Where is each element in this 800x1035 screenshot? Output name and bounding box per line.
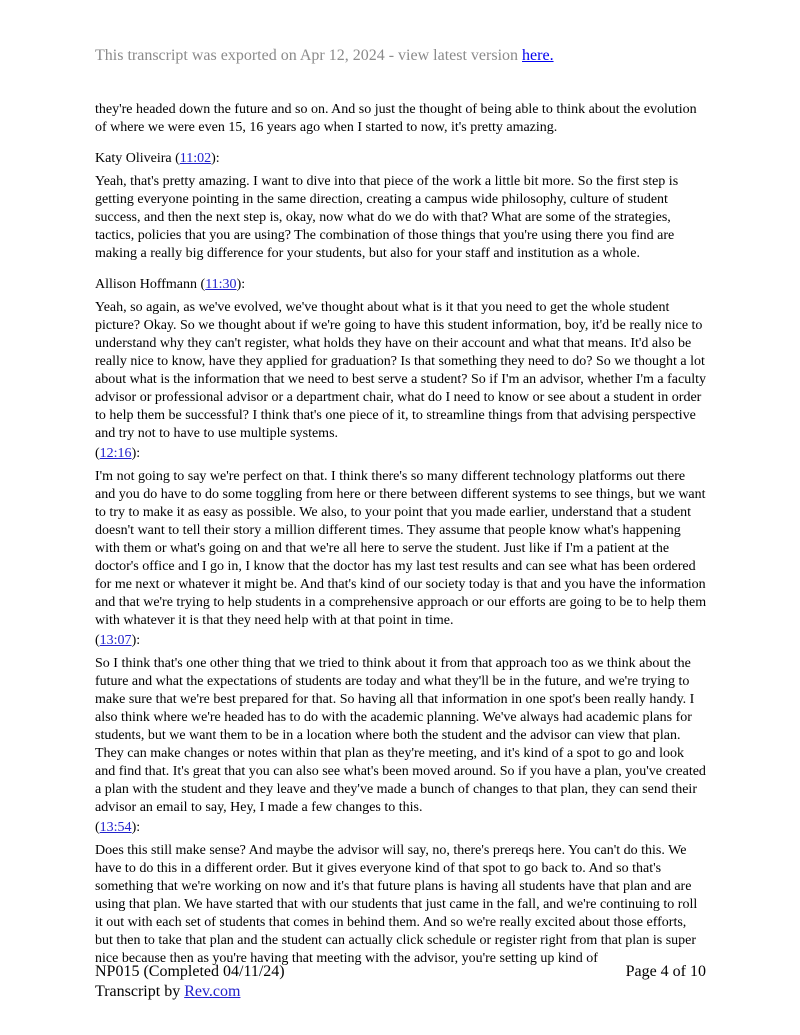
timestamp-open: ( <box>95 633 100 648</box>
timestamp-line <box>95 632 707 650</box>
export-notice <box>95 47 554 65</box>
timestamp-link[interactable]: 11:30 <box>205 277 237 292</box>
latest-version-link[interactable]: here. <box>522 47 554 64</box>
export-notice-text: This transcript was exported on Apr 12, 2024 - view latest version <box>95 47 523 64</box>
page-number: Page 4 of 10 <box>625 963 706 980</box>
speaker-close: ): <box>236 277 246 292</box>
timestamp-link[interactable]: 13:54 <box>99 820 132 835</box>
transcript-by-label: Transcript by <box>95 983 185 1000</box>
timestamp-link[interactable]: 13:07 <box>99 633 132 648</box>
document-id: NP015 (Completed 04/11/24) <box>95 963 285 980</box>
timestamp-line <box>95 445 707 463</box>
transcript-paragraph: they're headed down the future and so on. And so just the thought of being able to think about the evolution of where we were even 15, 16 years ago when I started to now, it's pretty amazing. <box>95 102 697 135</box>
transcript-paragraph: Does this still make sense? And maybe the advisor will say, no, there's prereqs here. You can't do this. We have to do this in a different order. But it gives everyone kind of that spot to go back to. And so that's something that we're working on now and it's that future plans is having all students have that plan and are using that plan. We have started that with our students that just came in the fall, and we're continuing to roll it out with each set of students that comes in behind them. And so we're really excited about those efforts, but then to take that plan and the student can actually click schedule or register right from that plan is super nice because then as you're having that meeting with the advisor, you're setting up kind of <box>95 843 698 966</box>
timestamp-line <box>95 819 707 837</box>
transcript-paragraph: So I think that's one other thing that we tried to think about it from that approach too as we think about the future and what the expectations of students are today and what they'll be in the future, and we're trying to make sure that we're best prepared for that. So having all that information in one spot's been really handy. I also think where we're headed has to do with the academic planning. We've always had academic plans for students, but we want them to be in a location where both the student and the advisor can view that plan. They can make changes or notes within that plan as they're meeting, and it's kind of a spot to go and look and find that. It's great that you can also see what's been moved around. So if you have a plan, you've created a plan with the student and they leave and they've made a bunch of changes to that plan, they can send their advisor an email to say, Hey, I made a few changes to this. <box>95 656 706 815</box>
speaker-name: Katy Oliveira ( <box>95 151 180 166</box>
speaker-line-allison <box>95 276 707 294</box>
timestamp-close: ): <box>131 633 141 648</box>
timestamp-link[interactable]: 12:16 <box>99 446 132 461</box>
speaker-name: Allison Hoffmann ( <box>95 277 206 292</box>
transcript-paragraph: Yeah, that's pretty amazing. I want to dive into that piece of the work a little bit more. So the first step is getting everyone pointing in the same direction, creating a campus wide philosophy, culture of student success, and then the next step is, okay, now what do we do with that? What are some of the strategies, tactics, policies that you are using? The combination of those things that you're using there you find are making a really big difference for your students, but also for your staff and institution as a whole. <box>95 174 679 261</box>
transcript-paragraph: I'm not going to say we're perfect on that. I think there's so many different technology platforms out there and you do have to do some toggling from here or there between different systems to see things, but we want to try to make it as easy as possible. We also, to your point that you made earlier, understand that a student doesn't want to tell their story a million different times. They assume that people know what's happening with them or what's going on and that we're all here to serve the student. Just like if I'm a patient at the doctor's office and I go in, I know that the doctor has my last test results and can see what has been ordered for me next or whatever it might be. And that's kind of our society today is that and you have the information and that we're trying to help students in a comprehensive approach or our efforts are going to be to help them with whatever it is that they need help with at that point in time. <box>95 469 707 628</box>
timestamp-open: ( <box>95 820 100 835</box>
timestamp-close: ): <box>131 446 141 461</box>
speaker-line-katy <box>95 150 707 168</box>
rev-link[interactable]: Rev.com <box>184 983 241 1000</box>
speaker-close: ): <box>211 151 220 166</box>
timestamp-open: ( <box>95 446 100 461</box>
timestamp-link[interactable]: 11:02 <box>179 151 212 166</box>
timestamp-close: ): <box>131 820 141 835</box>
transcript-credit <box>95 982 285 1002</box>
transcript-paragraph: Yeah, so again, as we've evolved, we've thought about what is it that you need to get the whole student picture? Okay. So we thought about if we're going to have this student information, boy, it'd be really nice to understand why they can't register, what holds they have on their account and what that means. It'd also be really nice to know, have they applied for graduation? Is that something they need to do? So we thought a lot about what is the information that we need to best serve a student? So if I'm an advisor, whether I'm a faculty advisor or professional advisor or a department chair, what do I need to know or see about a student in order to help them be successful? I think that's one piece of it, to streamline things from that advising perspective and try not to have to use multiple systems. <box>95 300 706 441</box>
footer-left <box>95 962 285 1002</box>
transcript-body <box>95 101 707 978</box>
